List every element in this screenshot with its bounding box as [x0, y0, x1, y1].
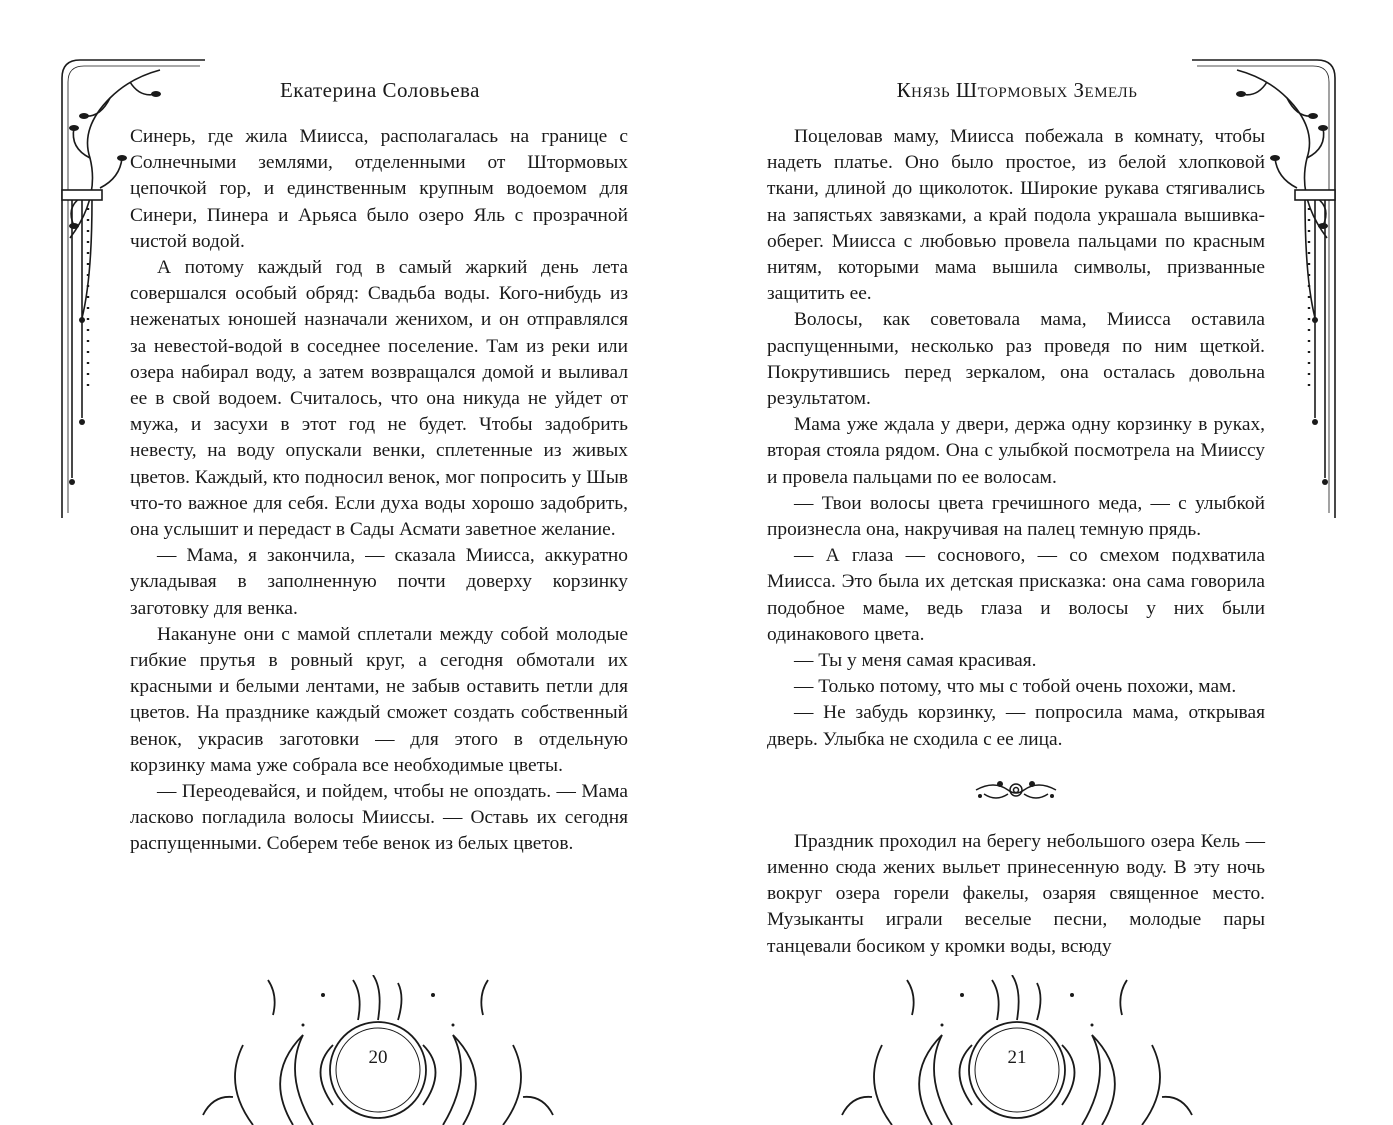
page-number: 21 [1007, 1047, 1027, 1068]
paragraph: — Только потому, что мы с тобой очень похожи, мам. [794, 676, 1237, 698]
paragraph: Синерь, где жила Миисса, располагалась на границе с Солнечными землями, отделенными от Штормовых цепочкой гор, и единственным крупным водоемом для Синери, Пинера и Арьяса было озеро Яль с прозрачной чистой водой. [130, 126, 628, 252]
running-header: Екатерина Соловьева [279, 78, 481, 102]
paragraph: — Мама, я закончила, — сказала Миисса, аккуратно укладывая в заполненную почти доверху корзинку заготовку для венка. [130, 545, 628, 619]
right-page [697, 0, 1393, 1125]
paragraph: А потому каждый год в самый жаркий день лета совершался особый обряд: Свадьба воды. Кого-нибудь из неженатых юношей назначали женихом, и он отправлялся за невестой-водой в соседнее поселение. Там из реки или озера набирал воду, а затем возвращался домой и выливал ее в свой водоем. Считалось, что она никуда не уйдет от мужа, и засухи в этот год не будет. Чтобы задобрить невесту, на воду опускали венки, сплетенные из живых цветов. Каждый, кто подносил венок, мог попросить у Шыв что-то важное для себя. Если духа воды хорошо задобрить, она услышит и передаст в Сады Асмати заветное желание. [130, 257, 628, 541]
body-text [130, 124, 628, 858]
body-text [767, 124, 1265, 960]
section-divider [767, 753, 1265, 829]
paragraph: — А глаза — соснового, — со смехом подхватила Миисса. Это была их детская присказка: она сама говорила подобное маме, ведь глаза и волосы у них были одинакового цвета. [767, 545, 1265, 645]
paragraph: Накануне они с мамой сплетали между собой молодые гибкие прутья в ровный круг, а сегодня обмотали их красными и белыми лентами, не забыв оставить петли для цветов. На празднике каждый сможет создать собственный венок, украсив заготовки — для этого в отдельную корзинку мама уже собрала все необходимые цветы. [130, 623, 628, 776]
paragraph: — Переодевайся, и пойдем, чтобы не опоздать. — Мама ласково погладила волосы Мииссы. — Оставь их сегодня распущенными. Соберем тебе венок из белых цветов. [130, 781, 628, 855]
paragraph: Праздник проходил на берегу небольшого озера Кель — именно сюда жених выльет принесенную воду. В эту ночь вокруг озера горели факелы, озаряя священное место. Музыканты играли веселые песни, молодые пары танцевали босиком у кромки воды, всюду [767, 830, 1265, 957]
floral-divider-icon [974, 776, 1058, 806]
paragraph: — Не забудь корзинку, — попросила мама, открывая дверь. Улыбка не сходила с ее лица. [767, 702, 1265, 750]
left-page [0, 0, 696, 1125]
paragraph: — Твои волосы цвета гречишного меда, — с улыбкой произнесла она, накручивая на палец темную прядь. [767, 492, 1265, 541]
paragraph: Волосы, как советовала мама, Миисса оставила распущенными, несколько раз проведя по ним щеткой. Покрутившись перед зеркалом, она осталась довольна результатом. [767, 309, 1265, 410]
paragraph: — Ты у меня самая красивая. [794, 650, 1037, 672]
running-header: Князь Штормовых Земель [896, 78, 1138, 102]
page-number: 20 [368, 1047, 388, 1068]
paragraph: Мама уже ждала у двери, держа одну корзинку в руках, вторая стояла рядом. Она с улыбкой посмотрела на Мииссу и провела пальцами по ее волосам. [767, 414, 1265, 488]
paragraph: Поцеловав маму, Миисса побежала в комнату, чтобы надеть платье. Оно было простое, из белой хлопковой ткани, длиной до щиколоток. Широкие рукава стягивались на запястьях завязками, а край подола украшала вышивка-оберег. Миисса с любовью провела пальцами по красным нитям, которыми мама вышила символы, призванные защитить ее. [767, 126, 1265, 305]
